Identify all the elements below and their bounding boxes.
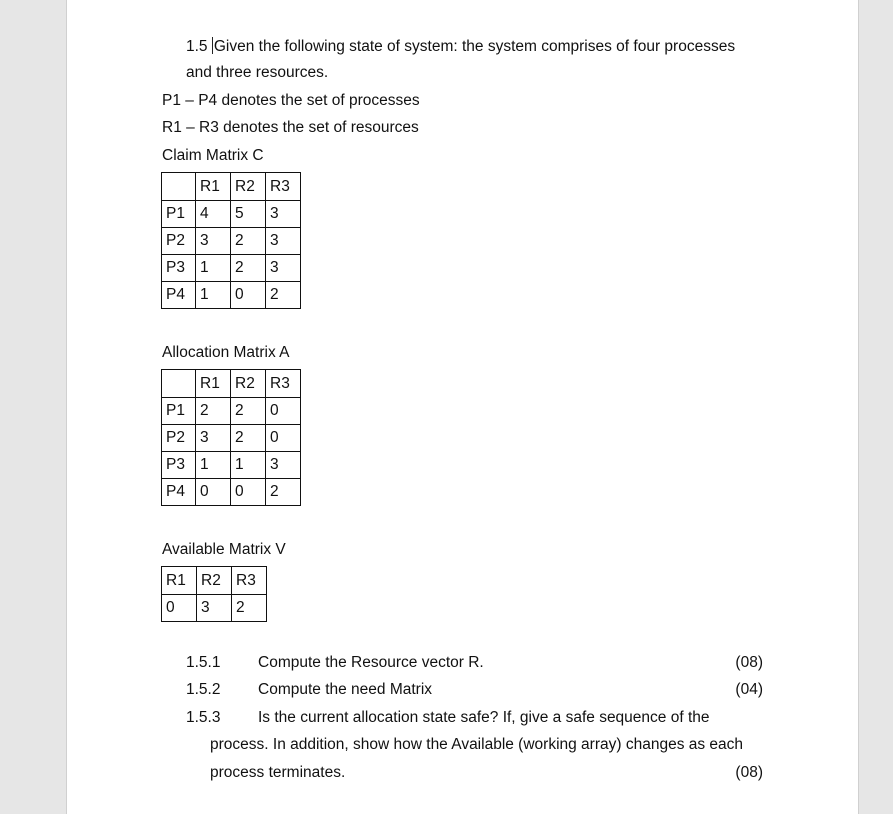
table-header-row <box>162 567 267 595</box>
table-header-cell: R3 <box>266 370 301 398</box>
table-row <box>162 398 301 425</box>
table-header-row <box>162 370 301 398</box>
table-header-row <box>162 173 301 201</box>
table-cell: P4 <box>162 282 196 309</box>
table-cell: 2 <box>231 228 266 255</box>
table-header-cell <box>162 173 196 201</box>
table-cell: 3 <box>196 425 231 452</box>
table-cell: 2 <box>266 479 301 506</box>
table-cell: 1 <box>196 255 231 282</box>
subquestion-text-cont: process terminates. <box>210 764 346 781</box>
table-cell: 2 <box>266 282 301 309</box>
table-cell: 5 <box>231 201 266 228</box>
subquestion-text-cont: process. In addition, show how the Available (working array) changes as each <box>210 736 744 753</box>
table-cell: 1 <box>196 282 231 309</box>
table-row <box>162 228 301 255</box>
table-cell: 0 <box>162 595 197 622</box>
table-cell: P2 <box>162 425 196 452</box>
table-cell: 3 <box>196 228 231 255</box>
table-row <box>162 255 301 282</box>
question-line-1 <box>186 37 735 56</box>
table-cell: P3 <box>162 452 196 479</box>
subquestion-marks: (04) <box>735 681 763 698</box>
document-page <box>66 0 859 814</box>
processes-line: P1 – P4 denotes the set of processes <box>162 92 420 109</box>
table-cell: 2 <box>231 425 266 452</box>
table-cell: 3 <box>266 201 301 228</box>
table-header-cell: R2 <box>231 370 266 398</box>
table-cell: 3 <box>197 595 232 622</box>
question-intro-2: and three resources. <box>186 64 329 81</box>
table-row <box>162 479 301 506</box>
table-cell: 0 <box>266 398 301 425</box>
available-matrix-table <box>161 566 267 622</box>
table-header-cell: R3 <box>232 567 267 595</box>
table-row <box>162 282 301 309</box>
table-cell: 2 <box>231 398 266 425</box>
question-intro-1: Given the following state of system: the system comprises of four processes <box>213 38 736 55</box>
table-cell: P1 <box>162 398 196 425</box>
table-row <box>162 425 301 452</box>
subquestion-number: 1.5.1 <box>186 654 221 671</box>
table-cell: 2 <box>196 398 231 425</box>
table-header-cell: R2 <box>197 567 232 595</box>
resources-line: R1 – R3 denotes the set of resources <box>162 119 419 136</box>
subquestion-marks: (08) <box>735 654 763 671</box>
claim-matrix-title: Claim Matrix C <box>162 147 264 164</box>
table-header-cell: R1 <box>162 567 197 595</box>
table-cell: P4 <box>162 479 196 506</box>
subquestion-text: Is the current allocation state safe? If, give a safe sequence of the <box>258 709 710 726</box>
table-cell: 3 <box>266 228 301 255</box>
subquestion-text: Compute the need Matrix <box>258 681 433 698</box>
subquestion-number: 1.5.3 <box>186 709 221 726</box>
table-header-cell <box>162 370 196 398</box>
table-header-cell: R1 <box>196 370 231 398</box>
table-cell: 2 <box>232 595 267 622</box>
allocation-matrix-table <box>161 369 301 506</box>
table-header-cell: R3 <box>266 173 301 201</box>
table-cell: 4 <box>196 201 231 228</box>
question-number: 1.5 <box>186 38 208 55</box>
table-cell: 2 <box>231 255 266 282</box>
subquestion-text: Compute the Resource vector R. <box>258 654 484 671</box>
text-cursor <box>212 37 213 54</box>
allocation-matrix-title: Allocation Matrix A <box>162 344 290 361</box>
table-cell: 3 <box>266 255 301 282</box>
table-header-cell: R1 <box>196 173 231 201</box>
table-row <box>162 452 301 479</box>
table-cell: P3 <box>162 255 196 282</box>
subquestion-marks: (08) <box>735 764 763 781</box>
table-header-cell: R2 <box>231 173 266 201</box>
table-cell: 0 <box>231 479 266 506</box>
table-row <box>162 595 267 622</box>
subquestion-number: 1.5.2 <box>186 681 221 698</box>
table-row <box>162 201 301 228</box>
table-cell: 0 <box>196 479 231 506</box>
table-cell: P1 <box>162 201 196 228</box>
claim-matrix-table <box>161 172 301 309</box>
table-cell: 1 <box>196 452 231 479</box>
table-cell: 0 <box>266 425 301 452</box>
table-cell: 3 <box>266 452 301 479</box>
table-cell: 1 <box>231 452 266 479</box>
available-matrix-title: Available Matrix V <box>162 541 286 558</box>
table-cell: 0 <box>231 282 266 309</box>
table-cell: P2 <box>162 228 196 255</box>
